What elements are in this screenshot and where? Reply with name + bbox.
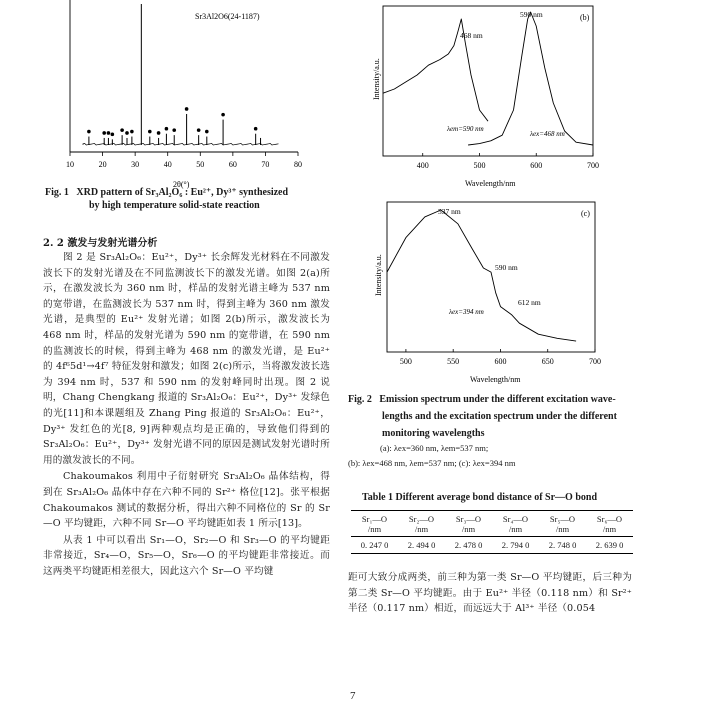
fig1-peak-marker xyxy=(125,131,129,135)
fig2c-x-tick-label: 500 xyxy=(399,357,412,366)
fig1-peak-marker xyxy=(148,130,152,134)
table1 xyxy=(351,510,633,554)
fig1-peak-marker xyxy=(185,107,189,111)
fig2b-panel-label: (b) xyxy=(580,13,590,22)
fig2c-peak-537: 537 nm xyxy=(438,207,461,216)
fig2c-series-line xyxy=(387,210,576,341)
table1-unit: /nm xyxy=(351,524,398,537)
fig2b-x-tick-label: 400 xyxy=(416,161,429,170)
fig2-caption-line4: (a): λex=360 nm, λem=537 nm; xyxy=(380,443,489,453)
table1-header: Sr₆—O xyxy=(586,511,633,525)
fig2-caption-line3: monitoring wavelengths xyxy=(382,428,485,439)
fig1-peak-marker xyxy=(120,128,124,132)
fig2b-x-tick-label: 500 xyxy=(473,161,486,170)
fig1-peak-marker xyxy=(205,130,209,134)
fig1-x-tick-label: 20 xyxy=(98,160,107,169)
table1-cell: 2. 494 0 xyxy=(398,537,445,554)
fig2b-lambda-ex: λex=468 nm xyxy=(530,130,565,138)
fig1-legend: Sr3Al2O6(24-1187) xyxy=(195,12,260,21)
fig1-x-tick-label: 10 xyxy=(66,160,74,169)
fig2-caption-label: Fig. 2 xyxy=(348,394,372,405)
table1-cell: 2. 748 0 xyxy=(539,537,586,554)
fig2-caption-notes xyxy=(348,441,648,471)
fig1-caption-line1: XRD pattern of Sr₃Al₂O₆ : Eu²⁺, Dy³⁺ synthesized xyxy=(76,187,289,198)
table1-unit: /nm xyxy=(445,524,492,537)
table1-cell: 2. 478 0 xyxy=(445,537,492,554)
fig2-caption xyxy=(348,393,648,440)
table1-unit: /nm xyxy=(492,524,539,537)
fig1-peak-marker xyxy=(172,128,176,132)
fig2c-x-tick-label: 700 xyxy=(589,357,601,366)
fig1-peak-marker xyxy=(165,127,169,131)
fig2b-series-line xyxy=(468,12,593,145)
fig1-caption xyxy=(45,186,325,212)
fig1-x-axis-label: 2θ(°) xyxy=(173,180,190,189)
fig1-x-tick-label: 40 xyxy=(163,160,172,169)
fig2c-x-axis-label: Wavelength/nm xyxy=(470,375,521,384)
fig1-peak-marker xyxy=(254,127,258,131)
page-number: 7 xyxy=(350,690,356,702)
table1-header: Sr₂—O xyxy=(398,511,445,525)
paragraph-3: 从表 1 中可以看出 Sr₁—O，Sr₂—O 和 Sr₃—O 的平均键距非常接近，Sr₄—O，Sr₅—O，Sr₆—O 的平均键距非常接近。而这两类平均键距相差很大，因此这六个 Sr—O 平均键 xyxy=(43,534,330,577)
fig2c-x-tick-label: 650 xyxy=(541,357,554,366)
table1-title: Table 1 Different average bond distance of Sr—O bond xyxy=(362,492,598,503)
fig1-peak-marker xyxy=(197,128,201,132)
fig1-x-tick-label: 70 xyxy=(261,160,270,169)
table1-unit: /nm xyxy=(398,524,445,537)
fig1-x-tick-label: 30 xyxy=(131,160,140,169)
table1-cell: 0. 247 0 xyxy=(351,537,398,554)
fig2b-y-axis-label: Intensity/a.u. xyxy=(372,58,381,100)
fig2b-peak-590: 590 nm xyxy=(520,10,543,19)
fig2c-spectrum-chart xyxy=(355,196,605,386)
fig2-caption-line2: lengths and the excitation spectrum under the different xyxy=(382,411,617,422)
table1-unit: /nm xyxy=(539,524,586,537)
fig2c-x-tick-label: 550 xyxy=(447,357,460,366)
fig1-x-tick-label: 60 xyxy=(228,160,237,169)
fig1-peak-marker xyxy=(130,130,134,134)
fig1-peak-marker xyxy=(157,131,161,135)
fig1-peak-marker xyxy=(107,131,111,135)
fig1-caption-label: Fig. 1 xyxy=(45,187,69,198)
table1-cell: 2. 794 0 xyxy=(492,537,539,554)
section-body xyxy=(43,250,330,579)
fig2-caption-line1: Emission spectrum under the different excitation wave- xyxy=(379,394,616,405)
table1-header: Sr₅—O xyxy=(539,511,586,525)
fig1-caption-line2: by high temperature solid-state reaction xyxy=(89,200,260,211)
fig2b-x-tick-label: 700 xyxy=(587,161,599,170)
fig2c-panel-label: (c) xyxy=(581,209,590,218)
section-heading: 2. 2 激发与发射光谱分析 xyxy=(43,238,158,249)
fig1-peak-marker xyxy=(102,131,106,135)
right-column-text xyxy=(348,570,632,617)
fig2c-peak-590: 590 nm xyxy=(495,263,518,272)
fig2c-peak-612: 612 nm xyxy=(518,298,541,307)
fig2b-spectrum-chart xyxy=(355,2,605,190)
fig2b-lambda-em: λem=590 nm xyxy=(447,125,484,133)
table1-cell: 2. 639 0 xyxy=(586,537,633,554)
fig1-x-tick-label: 80 xyxy=(294,160,302,169)
fig2b-x-tick-label: 600 xyxy=(530,161,543,170)
table1-header: Sr₃—O xyxy=(445,511,492,525)
table1-unit: /nm xyxy=(586,524,633,537)
fig2c-x-tick-label: 600 xyxy=(494,357,507,366)
table1-header: Sr₁—O xyxy=(351,511,398,525)
fig2b-x-axis-label: Wavelength/nm xyxy=(465,179,516,188)
fig2-caption-line5: (b): λex=468 nm, λem=537 nm; (c): λex=394 nm xyxy=(348,458,516,468)
fig1-x-tick-label: 50 xyxy=(196,160,205,169)
paragraph-1: 图 2 是 Sr₃Al₂O₆：Eu²⁺，Dy³⁺ 长余辉发光材料在不同激发波长下的发射光谱及在不同监测波长下的激发光谱。如图 2(a)所示，在激发波长为 360 nm 时，样品的发射光谱主峰为 537 nm 的宽带谱，在监测波长为 537 nm 时，得到主峰为 360 nm 激发光谱，是典型的 Eu²⁺ 发射光谱；如图 2(b)所示，激发波长为 468 nm 时，样品的发射光谱为 590 nm 的宽带谱，在 590 nm 的监测波长的时候，得到主峰为 468 nm 的激发光谱，是 Eu²⁺ 的 4f⁶5d¹→4f⁷ 特征发射和激发；如图 2(c)所示，当将激发波长选为 394 nm 时，537 和 590 nm 的发射峰同时出现。图 2 说明，Chang Chengkang 报道的 Sr₃Al₂O₆：Eu²⁺，Dy³⁺ 发绿色的光[11]和本课题组及 Zhang Ping 报道的 Sr₃Al₂O₆：Eu²⁺，Dy³⁺ 发红色的光[8, 9]两种观点均是正确的，导致他们得到的 Sr₃Al₂O₆：Eu²⁺，Dy³⁺ 发射光谱不同的原因是测试发射光谱时所用的激发波长的不同。 xyxy=(43,252,330,466)
paragraph-2: Chakoumakos 利用中子衍射研究 Sr₃Al₂O₆ 晶体结构，得到在 Sr₃Al₂O₆ 晶体中存在六种不同的 Sr²⁺ 格位[12]。张平根据 Chakoumakos 测试的数据分析，得出六种不同格位的 Sr 的 Sr—O 平均键距，六种不同 Sr—O 平均键距如表 1 所示[13]。 xyxy=(43,471,330,530)
fig2c-lambda-ex: λex=394 nm xyxy=(449,308,484,316)
fig2b-peak-468: 468 nm xyxy=(460,31,483,40)
paragraph-4: 距可大致分成两类，前三种为第一类 Sr—O 平均键距，后三种为第二类 Sr—O 平均键距。由于 Eu²⁺ 半径（0.118 nm）和 Sr²⁺ 半径（0.117 nm）相近，而远远大于 Al³⁺ 半径（0.054 xyxy=(348,572,632,615)
table1-row xyxy=(351,537,633,554)
fig1-peak-marker xyxy=(111,133,115,137)
table1-header: Sr₄—O xyxy=(492,511,539,525)
fig1-peak-marker xyxy=(221,113,225,117)
fig1-peak-marker xyxy=(87,130,91,134)
fig2c-y-axis-label: Intensity/a.u. xyxy=(374,254,383,296)
fig1-xrd-chart xyxy=(40,0,320,190)
